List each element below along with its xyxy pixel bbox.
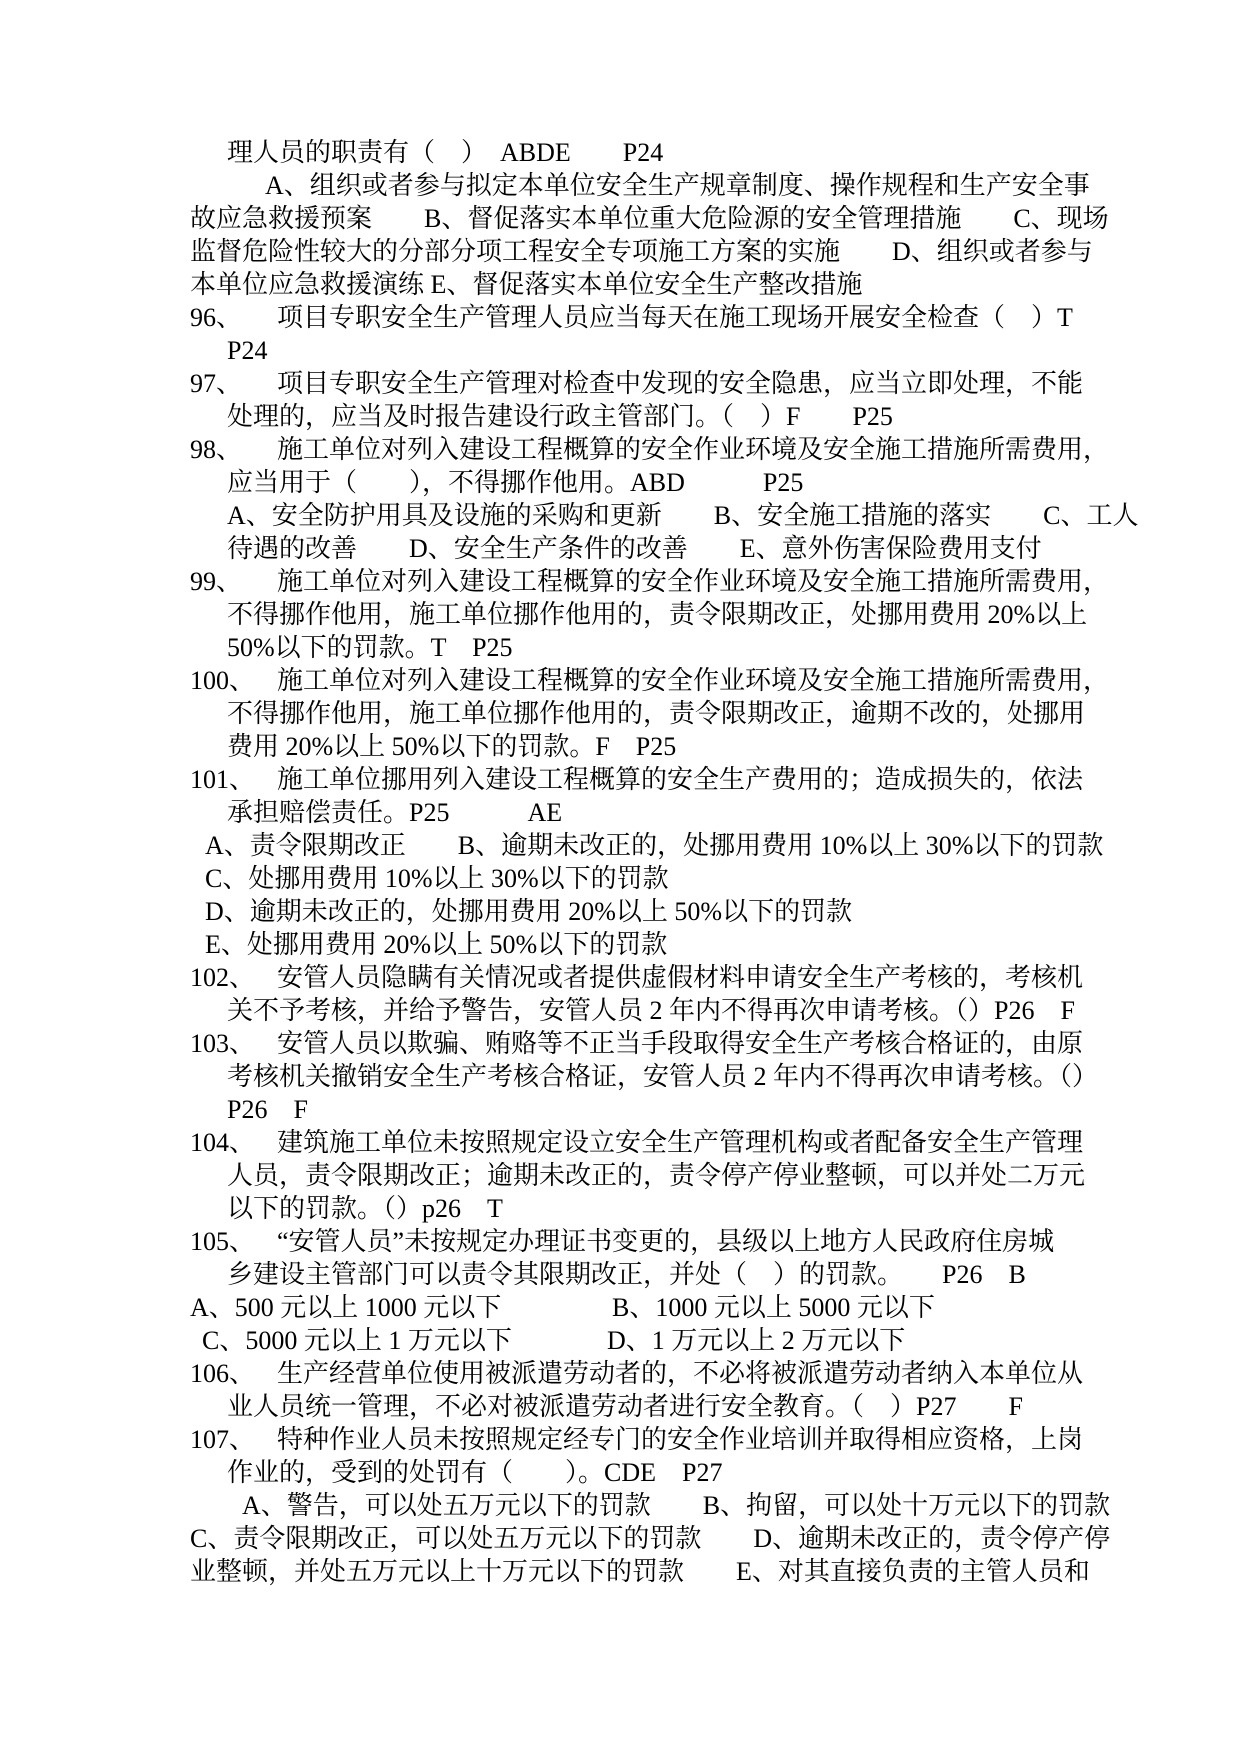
text-run: 不得挪作他用，施工单位挪作他用的，责令限期改正，逾期不改的，处挪用 — [227, 699, 1086, 728]
text-run: 本单位应急救援演练 E、督促落实本单位安全生产整改措施 — [190, 270, 863, 299]
text-line — [190, 1456, 1090, 1489]
text-line — [190, 697, 1090, 730]
text-run: A、安全防护用具及设施的采购和更新 B、安全施工措施的落实 C、工人 — [227, 501, 1139, 530]
text-run: 施工单位对列入建设工程概算的安全作业环境及安全施工措施所需费用， — [277, 567, 1110, 596]
text-line — [190, 730, 1090, 763]
text-line — [190, 1093, 1090, 1126]
text-run: 作业的，受到的处罚有（ ）。CDE P27 — [227, 1458, 723, 1487]
text-run: 施工单位对列入建设工程概算的安全作业环境及安全施工措施所需费用， — [277, 435, 1110, 464]
text-run: 应当用于（ ），不得挪作他用。ABD P25 — [227, 468, 804, 497]
question-number: 107、 — [190, 1425, 256, 1454]
text-run: 特种作业人员未按照规定经专门的安全作业培训并取得相应资格，上岗 — [277, 1425, 1084, 1454]
text-run: E、处挪用费用 20%以上 50%以下的罚款 — [205, 930, 668, 959]
text-run: 施工单位对列入建设工程概算的安全作业环境及安全施工措施所需费用， — [277, 666, 1110, 695]
question-number: 106、 — [190, 1359, 256, 1388]
text-line — [190, 598, 1090, 631]
text-segment: B、1000 元以上 5000 元以下 — [612, 1293, 935, 1322]
text-line — [190, 169, 1090, 202]
text-line — [190, 1192, 1090, 1225]
text-line — [190, 1324, 1090, 1357]
question-number: 97、 — [190, 369, 243, 398]
question-number: 99、 — [190, 567, 243, 596]
text-run: 不得挪作他用，施工单位挪作他用的，责令限期改正，处挪用费用 20%以上 — [227, 600, 1088, 629]
text-line — [190, 994, 1090, 1027]
question-line — [190, 367, 1090, 400]
text-run: 人员，责令限期改正；逾期未改正的，责令停产停业整顿，可以并处二万元 — [227, 1161, 1086, 1190]
text-line — [190, 235, 1093, 268]
text-line — [190, 895, 1090, 928]
text-line — [190, 400, 1090, 433]
question-line — [190, 763, 1090, 796]
text-run: 乡建设主管部门可以责令其限期改正，并处（ ）的罚款。 P26 B — [227, 1260, 1026, 1289]
text-line — [190, 1522, 1111, 1555]
text-run: 考核机关撤销安全生产考核合格证，安管人员 2 年内不得再次申请考核。（） — [227, 1062, 1099, 1091]
text-run: P26 F — [227, 1095, 308, 1124]
text-run: “安管人员”未按规定办理证书变更的，县级以上地方人民政府住房城 — [277, 1227, 1055, 1256]
text-line — [190, 1258, 1090, 1291]
text-run: 以下的罚款。（）p26 T — [227, 1194, 503, 1223]
text-line — [190, 862, 1090, 895]
text-run: D、逾期未改正的，处挪用费用 20%以上 50%以下的罚款 — [205, 897, 853, 926]
text-run: 安管人员以欺骗、贿赂等不正当手段取得安全生产考核合格证的，由原 — [277, 1029, 1084, 1058]
text-line — [190, 532, 1090, 565]
text-run: 50%以下的罚款。T P25 — [227, 633, 513, 662]
text-line — [190, 631, 1090, 664]
text-run: C、责令限期改正，可以处五万元以下的罚款 D、逾期未改正的，责令停产停 — [190, 1524, 1111, 1553]
text-run: 故应急救援预案 B、督促落实本单位重大危险源的安全管理措施 C、现场 — [190, 204, 1109, 233]
question-number: 105、 — [190, 1227, 256, 1256]
question-line — [190, 565, 1110, 598]
text-run: 待遇的改善 D、安全生产条件的改善 E、意外伤害保险费用支付 — [227, 534, 1042, 563]
text-run: 业整顿，并处五万元以上十万元以下的罚款 E、对其直接负责的主管人员和 — [190, 1557, 1090, 1586]
text-run: A、组织或者参与拟定本单位安全生产规章制度、操作规程和生产安全事 — [265, 171, 1090, 200]
text-line — [190, 1555, 1090, 1588]
question-number: 101、 — [190, 765, 256, 794]
question-number: 96、 — [190, 303, 243, 332]
text-line — [190, 136, 1090, 169]
text-run: 业人员统一管理，不必对被派遣劳动者进行安全教育。（ ）P27 F — [227, 1392, 1023, 1421]
text-line — [190, 268, 1090, 301]
text-line — [190, 829, 1104, 862]
text-run: P24 — [227, 336, 268, 365]
question-line — [190, 1423, 1090, 1456]
text-line — [190, 499, 1139, 532]
text-segment: D、1 万元以上 2 万元以下 — [607, 1326, 906, 1355]
text-run: A、责令限期改正 B、逾期未改正的，处挪用费用 10%以上 30%以下的罚款 — [205, 831, 1104, 860]
text-line — [190, 1159, 1090, 1192]
question-line — [190, 1027, 1090, 1060]
question-line — [190, 961, 1090, 994]
question-number: 102、 — [190, 963, 256, 992]
question-number: 103、 — [190, 1029, 256, 1058]
question-line — [190, 1225, 1090, 1258]
text-segment: A、500 元以上 1000 元以下 — [190, 1293, 502, 1322]
text-line — [190, 334, 1090, 367]
text-run: A、警告，可以处五万元以下的罚款 B、拘留，可以处十万元以下的罚款 — [242, 1491, 1111, 1520]
question-number: 98、 — [190, 435, 243, 464]
question-line — [190, 1126, 1090, 1159]
text-run: 施工单位挪用列入建设工程概算的安全生产费用的；造成损失的，依法 — [277, 765, 1084, 794]
text-line — [190, 202, 1109, 235]
question-line — [190, 1357, 1090, 1390]
text-run: 安管人员隐瞒有关情况或者提供虚假材料申请安全生产考核的，考核机 — [277, 963, 1084, 992]
text-run: 监督危险性较大的分部分项工程安全专项施工方案的实施 D、组织或者参与 — [190, 237, 1093, 266]
text-run: 处理的，应当及时报告建设行政主管部门。（ ）F P25 — [227, 402, 893, 431]
text-segment: C、5000 元以上 1 万元以下 — [202, 1326, 512, 1355]
text-run: 生产经营单位使用被派遣劳动者的，不必将被派遣劳动者纳入本单位从 — [277, 1359, 1084, 1388]
question-line — [190, 301, 1090, 334]
text-line — [190, 1291, 1090, 1324]
text-line — [190, 1390, 1090, 1423]
text-run: C、处挪用费用 10%以上 30%以下的罚款 — [205, 864, 669, 893]
text-run: 承担赔偿责任。P25 AE — [227, 798, 563, 827]
question-line — [190, 433, 1110, 466]
text-line — [190, 796, 1090, 829]
document-body — [190, 136, 1139, 1588]
text-line — [190, 1060, 1099, 1093]
text-line — [190, 466, 1090, 499]
question-line — [190, 664, 1110, 697]
text-line — [190, 928, 1090, 961]
text-run: 关不予考核，并给予警告，安管人员 2 年内不得再次申请考核。（）P26 F — [227, 996, 1075, 1025]
question-number: 100、 — [190, 666, 256, 695]
text-run: 理人员的职责有（ ） ABDE P24 — [227, 138, 664, 167]
text-run: 费用 20%以上 50%以下的罚款。F P25 — [227, 732, 677, 761]
text-run: 项目专职安全生产管理人员应当每天在施工现场开展安全检查（ ）T — [277, 303, 1073, 332]
text-run: 项目专职安全生产管理对检查中发现的安全隐患，应当立即处理，不能 — [277, 369, 1084, 398]
question-number: 104、 — [190, 1128, 256, 1157]
text-line — [190, 1489, 1111, 1522]
text-run: 建筑施工单位未按照规定设立安全生产管理机构或者配备安全生产管理 — [277, 1128, 1084, 1157]
